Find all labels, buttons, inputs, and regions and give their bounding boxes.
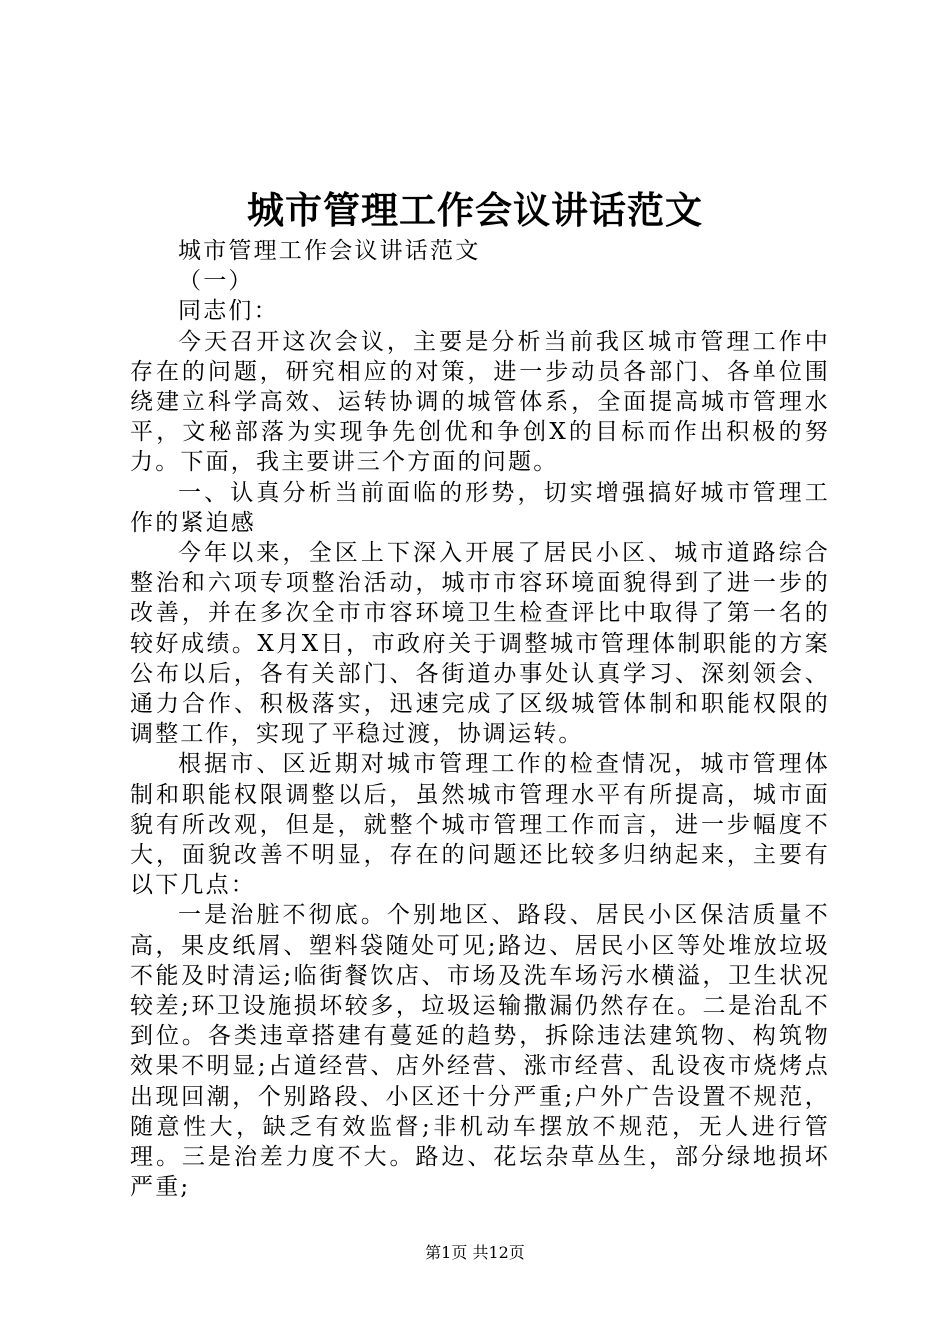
subtitle-paragraph: 城市管理工作会议讲话范文: [178, 238, 481, 264]
document-body: [130, 236, 830, 1203]
document-title: 城市管理工作会议讲话范文: [247, 188, 703, 232]
section-number-paragraph: （一）: [178, 268, 254, 295]
body-paragraph: 一是治脏不彻底。个别地区、路段、居民小区保洁质量不高，果皮纸屑、塑料袋随处可见;路边、居民小区等处堆放垃圾不能及时清运;临街餐饮店、市场及洗车场污水横溢，卫生状况较差;环卫设施损坏较多，垃圾运输撒漏仍然存在。二是治乱不到位。各类违章搭建有蔓延的趋势，拆除违法建筑物、构筑物效果不明显;占道经营、店外经营、涨市经营、乱设夜市烧烤点出现回潮，个别路段、小区还十分严重;户外广告设置不规范，随意性大，缺乏有效监督;非机动车摆放不规范，无人进行管理。三是治差力度不大。路边、花坛杂草丛生，部分绿地损坏严重;: [130, 902, 830, 1201]
page-footer: 第1页 共12页: [425, 1243, 525, 1262]
section-heading-paragraph: 一、认真分析当前面临的形势，切实增强搞好城市管理工作的紧迫感: [130, 479, 830, 536]
salutation-paragraph: 同志们：: [178, 298, 279, 325]
body-paragraph: 根据市、区近期对城市管理工作的检查情况，城市管理体制和职能权限调整以后，虽然城市管理水平有所提高，城市面貌有所改观，但是，就整个城市管理工作而言，进一步幅度不大，面貌改善不明显，存在的问题还比较多归纳起来，主要有以下几点：: [130, 751, 830, 899]
intro-paragraph: 今天召开这次会议，主要是分析当前我区城市管理工作中存在的问题，研究相应的对策，进一步动员各部门、各单位围绕建立科学高效、运转协调的城管体系，全面提高城市管理水平，文秘部落为实现争先创优和争创X的目标而作出积极的努力。下面，我主要讲三个方面的问题。: [130, 328, 830, 476]
body-paragraph: 今年以来，全区上下深入开展了居民小区、城市道路综合整治和六项专项整治活动，城市市容环境面貌得到了进一步的改善，并在多次全市市容环境卫生检查评比中取得了第一名的较好成绩。X月X日，市政府关于调整城市管理体制职能的方案公布以后，各有关部门、各街道办事处认真学习、深刻领会、通力合作、积极落实，迅速完成了区级城管体制和职能权限的调整工作，实现了平稳过渡，协调运转。: [130, 540, 830, 748]
